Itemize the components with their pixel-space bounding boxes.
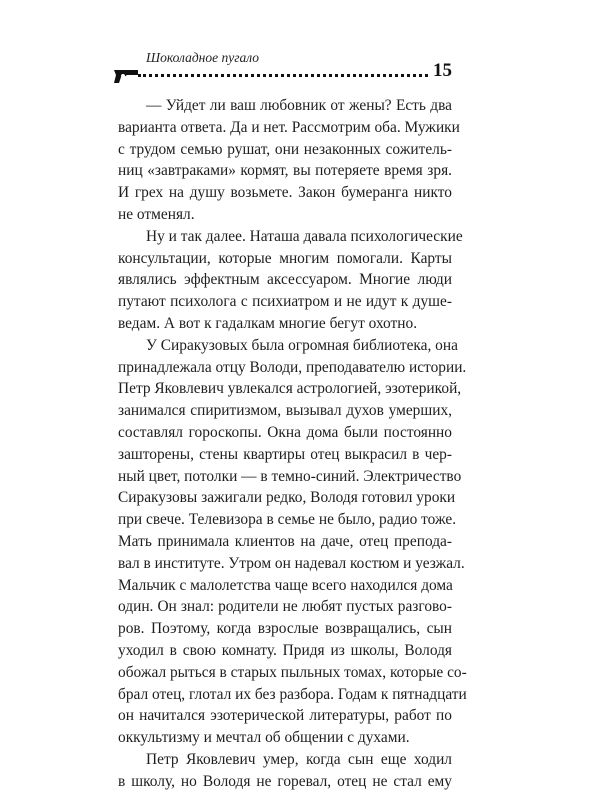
dotted-rule bbox=[138, 74, 428, 77]
text-line: занимался спиритизмом, вызывал духов умерших, bbox=[118, 402, 452, 420]
text-line: Петр Яковлевич умер, когда сын еще ходил bbox=[146, 750, 452, 768]
paragraph bbox=[118, 226, 463, 335]
running-header bbox=[112, 48, 452, 88]
text-line: ниц «завтраками» кормят, вы потеряете время зря. bbox=[118, 162, 452, 180]
text-line: являлись эффектным аксессуаром. Многие люди bbox=[118, 271, 452, 289]
text-line: Мать принимала клиентов на даче, отец препода- bbox=[118, 532, 452, 550]
text-line: Сиракузовы зажигали редко, Володя готовил уроки bbox=[118, 489, 456, 507]
text-line: путают психолога с психиатром и не идут к душе- bbox=[118, 293, 452, 311]
text-line: консультации, которые многим помогали. Карты bbox=[118, 249, 452, 267]
text-line: оккультизму и мечтал об общении с духами. bbox=[118, 729, 410, 747]
text-line: — Уйдет ли ваш любовник от жены? Есть два bbox=[146, 97, 452, 114]
body-text bbox=[118, 95, 467, 793]
text-line: вал в институте. Утром он надевал костюм и уезжал. bbox=[118, 554, 465, 572]
text-line: ный цвет, потолки — в темно-синий. Электричество bbox=[118, 467, 462, 485]
text-line: он начитался эзотерической литературы, работ по bbox=[118, 707, 452, 725]
text-line: с трудом семью рушат, они незаконных сожитель- bbox=[118, 140, 452, 158]
text-line: И грех на душу возьмете. Закон бумеранга никто bbox=[118, 184, 452, 202]
text-line: при свече. Телевизора в семье не было, радио тоже. bbox=[118, 511, 457, 529]
text-line: Мальчик с малолетства чаще всего находился дома bbox=[118, 576, 453, 594]
text-line: уходил в свою комнату. Придя из школы, Володя bbox=[118, 641, 452, 659]
text-line: брал отец, глотал их без разбора. Годам к пятнадцати bbox=[118, 685, 467, 703]
text-line: в школу, но Володя не горевал, отец не стал ему bbox=[118, 772, 452, 790]
paragraph bbox=[118, 749, 452, 793]
page-number: 15 bbox=[433, 60, 452, 81]
text-line: ров. Поэтому, когда взрослые возвращались, сын bbox=[118, 620, 452, 638]
text-line: Петр Яковлевич увлекался астрологией, эзотерикой, bbox=[118, 380, 462, 398]
text-line: принадлежала отцу Володи, преподавателю истории. bbox=[118, 358, 467, 376]
text-line: У Сиракузовых была огромная библиотека, она bbox=[146, 336, 458, 354]
text-line: зашторены, стены квартиры отец выкрасил в чер- bbox=[118, 445, 452, 463]
text-line: один. Он знал: родители не любят пустых разгово- bbox=[118, 598, 452, 616]
text-line: составлял гороскопы. Окна дома были постоянно bbox=[118, 423, 452, 441]
text-line: не отменял. bbox=[118, 205, 195, 223]
running-title: Шоколадное пугало bbox=[146, 50, 260, 65]
paragraph bbox=[118, 335, 467, 749]
text-line: ведам. А вот к гадалкам многие бегут охотно. bbox=[118, 314, 418, 332]
text-line: Ну и так далее. Наташа давала психологические bbox=[146, 227, 463, 245]
text-line: обожал рыться в старых пыльных томах, которые со- bbox=[118, 663, 467, 681]
paragraph bbox=[118, 95, 460, 226]
text-line: варианта ответа. Да и нет. Рассмотрим оба. Мужики bbox=[118, 118, 460, 136]
